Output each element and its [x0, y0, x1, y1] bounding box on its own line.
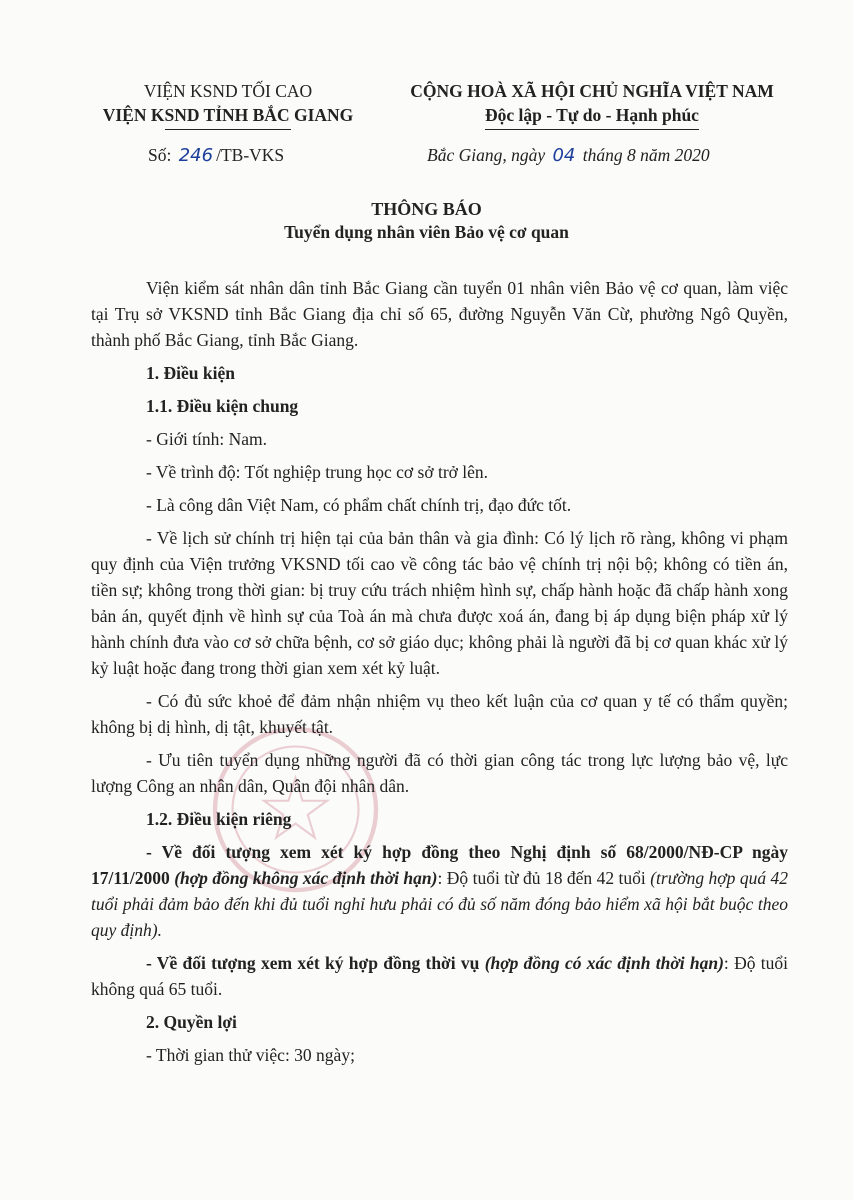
condition-background: - Về lịch sử chính trị hiện tại của bản thân và gia đình: Có lý lịch rõ ràng, không vi phạm quy định của Viện trưởng VKSND tối cao về công tác bảo vệ chính trị nội bộ; không có tiền án, tiền sự; không trong thời gian: bị truy cứu trách nhiệm hình sự, chấp hành hoặc đã chấp hành xong bản án, quyết định về hình sự của Toà án mà chưa được xoá án, đang bị áp dụng biện pháp xử lý hành chính đưa vào cơ sở chữa bệnh, cơ sở giáo dục; không phải là người đã bị cơ quan khác xử lý kỷ luật hoặc đang trong thời gian xem xét kỷ luật.: [91, 528, 788, 678]
document-number: [148, 145, 284, 166]
specific-condition-permanent: [91, 839, 788, 943]
condition-priority: - Ưu tiên tuyển dụng những người đã có thời gian công tác trong lực lượng bảo vệ, lực lượng Công an nhân dân, Quân đội nhân dân.: [91, 750, 788, 796]
document-subtitle: Tuyển dụng nhân viên Bảo vệ cơ quan: [284, 222, 569, 242]
country-name: CỘNG HOÀ XÃ HỘI CHỦ NGHĨA VIỆT NAM: [410, 81, 774, 101]
intro-paragraph: Viện kiểm sát nhân dân tỉnh Bắc Giang cần tuyển 01 nhân viên Bảo vệ cơ quan, làm việc tại Trụ sở VKSND tỉnh Bắc Giang địa chỉ số 65, đường Nguyễn Văn Cừ, phường Ngô Quyền, thành phố Bắc Giang, tỉnh Bắc Giang.: [91, 278, 788, 350]
number-prefix: Số:: [148, 145, 172, 165]
agency-header: [92, 79, 364, 127]
handwritten-number: 246: [178, 145, 214, 166]
document-title: THÔNG BÁO: [371, 199, 482, 219]
section-1-heading: 1. Điều kiện: [146, 363, 235, 383]
section-2-heading: 2. Quyền lợi: [146, 1012, 237, 1032]
section-1-2-heading: 1.2. Điều kiện riêng: [146, 809, 292, 829]
agency-name: VIỆN KSND TỈNH BẮC GIANG: [102, 105, 354, 125]
permanent-age: : Độ tuổi từ đủ 18 đến 42 tuổi: [437, 868, 651, 888]
handwritten-day: 04: [552, 145, 576, 166]
agency-parent: VIỆN KSND TỐI CAO: [143, 81, 313, 101]
condition-gender: - Giới tính: Nam.: [146, 429, 268, 449]
date-suffix: tháng 8 năm 2020: [582, 145, 710, 165]
permanent-lead: - Về đối tượng xem xét ký hợp đồng theo Nghị định số 68/2000/NĐ-CP ngày 17/11/2000: [91, 842, 788, 888]
specific-condition-seasonal: [91, 950, 788, 1002]
seasonal-contract-type: (hợp đồng có xác định thời hạn): [484, 953, 724, 973]
benefit-probation: - Thời gian thử việc: 30 ngày;: [146, 1045, 355, 1065]
document-body: [91, 275, 788, 1068]
section-1-1-heading: 1.1. Điều kiện chung: [146, 396, 299, 416]
seasonal-age: : Độ tuổi không quá 65 tuổi.: [91, 953, 788, 999]
seasonal-lead: - Về đối tượng xem xét ký hợp đồng thời vụ: [146, 953, 485, 973]
issue-date: [427, 145, 710, 166]
national-motto: Độc lập - Tự do - Hạnh phúc: [485, 105, 699, 125]
condition-citizenship: - Là công dân Việt Nam, có phẩm chất chính trị, đạo đức tốt.: [146, 495, 572, 515]
national-header: [392, 79, 792, 127]
permanent-contract-type: (hợp đồng không xác định thời hạn): [174, 868, 438, 888]
condition-health: - Có đủ sức khoẻ để đảm nhận nhiệm vụ theo kết luận của cơ quan y tế có thẩm quyền; không bị dị hình, dị tật, khuyết tật.: [91, 691, 788, 737]
number-suffix: /TB-VKS: [216, 145, 285, 165]
condition-education: - Về trình độ: Tốt nghiệp trung học cơ sở trở lên.: [146, 462, 489, 482]
permanent-note: (trường hợp quá 42 tuổi phải đảm bảo đến khi đủ tuổi nghỉ hưu phải có đủ số năm đóng bảo hiểm xã hội bắt buộc theo quy định).: [91, 868, 789, 940]
date-prefix: Bắc Giang, ngày: [427, 145, 546, 165]
